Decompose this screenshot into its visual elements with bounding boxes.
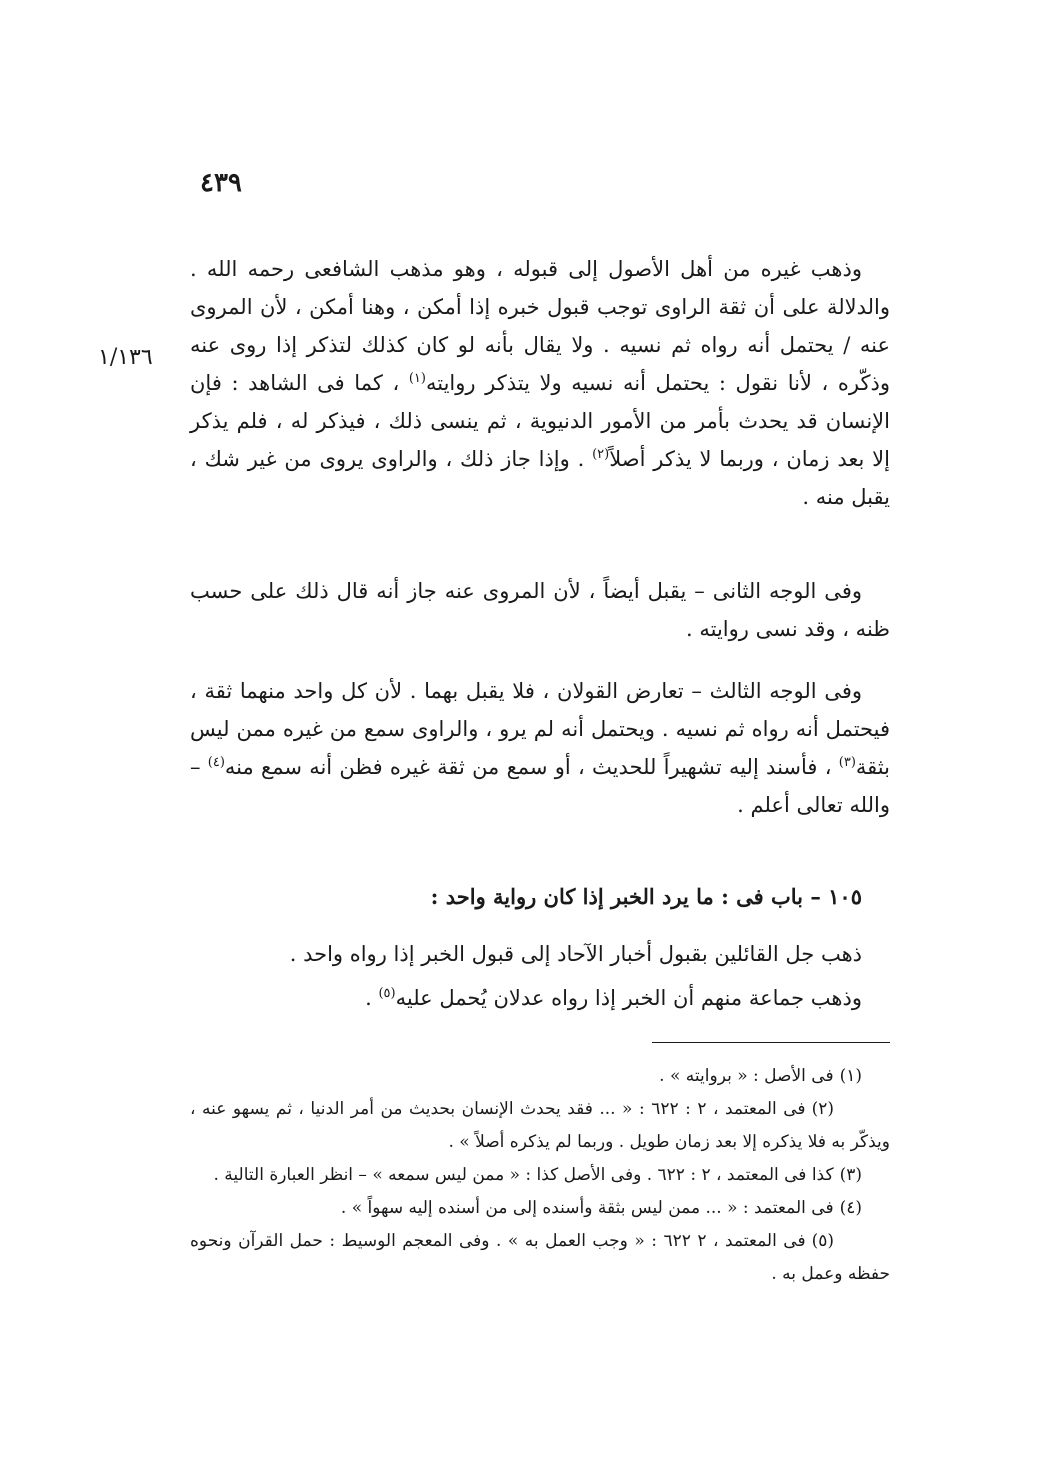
footnote-ref-3[interactable]: (٣): [838, 755, 856, 770]
page-number: ٤٣٩: [200, 168, 242, 198]
footnote-4-number: (٤): [839, 1198, 862, 1218]
footnote-3-text: كذا فى المعتمد ، ٢ : ٦٢٢ . وفى الأصل كذا : « ممن ليس سمعه » – انظر العبارة التالية .: [213, 1165, 834, 1185]
footnote-2-number: (٢): [811, 1099, 834, 1119]
footnote-4: [190, 1192, 890, 1225]
footnote-2-text: فى المعتمد ، ٢ : ٦٢٢ : « ... فقد يحدث الإنسان بحديث من أمر الدنيا ، ثم يسهو عنه ، ويذكّر به فلا يذكره إلا بعد زمان طويل . وربما لم يذكره أصلاً » .: [190, 1099, 890, 1152]
paragraph-1: [190, 250, 890, 516]
paragraph-5: [190, 935, 890, 1017]
margin-reference: ١/١٣٦: [98, 345, 153, 370]
paragraph-2-text: وفى الوجه الثانى – يقبل أيضاً ، لأن المروى عنه جاز أنه قال ذلك على حسب ظنه ، وقد نسى روايته .: [190, 579, 890, 641]
footnote-3-number: (٣): [839, 1165, 862, 1185]
paragraph-1-text-a: وذهب غيره من أهل الأصول إلى قبوله ، وهو مذهب الشافعى رحمه الله . والدلالة على أن ثقة الراوى توجب قبول خبره إذا أمكن ، وهنا أمكن ، لأن المروى عنه / يحتمل أنه رواه ثم نسيه . ولا يقال بأنه لو كان كذلك لتذكر إذا روى عنه وذكّره ، لأنا نقول : يحتمل أنه نسيه ولا يتذكر روايته: [190, 257, 890, 395]
section-heading-text: ١٠٥ – باب فى : ما يرد الخبر إذا كان رواية واحد :: [430, 884, 862, 909]
footnote-ref-2[interactable]: (٢): [592, 447, 610, 462]
footnote-1: [190, 1060, 890, 1093]
paragraph-3-text-c: – والله تعالى أعلم .: [190, 755, 890, 817]
paragraph-5-line-2-end: .: [365, 986, 372, 1010]
paragraph-2: [190, 572, 890, 648]
footnote-4-text: فى المعتمد : « ... ممن ليس بثقة وأسنده إلى من أسنده إليه سهواً » .: [340, 1198, 834, 1218]
footnote-1-number: (١): [839, 1066, 862, 1086]
paragraph-1-text-b: ، كما فى الشاهد : فإن الإنسان قد يحدث بأمر من الأمور الدنيوية ، ثم ينسى ذلك ، فيذكر له ، فلم يذكر إلا بعد زمان ، وربما لا يذكر أصلاً: [190, 371, 890, 471]
section-heading: [190, 878, 890, 916]
footnote-ref-5[interactable]: (٥): [378, 986, 396, 1001]
footnote-ref-4[interactable]: (٤): [207, 755, 225, 770]
footnote-5-number: (٥): [811, 1231, 835, 1251]
footnote-2: [190, 1093, 890, 1159]
footnote-1-text: فى الأصل : « بروايته » .: [659, 1066, 834, 1086]
paragraph-5-line-1: ذهب جل القائلين بقبول أخبار الآحاد إلى قبول الخبر إذا رواه واحد .: [289, 942, 862, 966]
footnote-3: [190, 1159, 890, 1192]
footnotes: [190, 1060, 890, 1291]
footnote-5: [190, 1225, 890, 1291]
footnote-5-text: فى المعتمد ، ٢ ٦٢٢ : « وجب العمل به » . وفى المعجم الوسيط : حمل القرآن ونحوه حفظه وعمل به .: [190, 1231, 890, 1284]
footnote-divider: [652, 1042, 890, 1043]
paragraph-3: [190, 672, 890, 824]
paragraph-3-text-a: وفى الوجه الثالث – تعارض القولان ، فلا يقبل بهما . لأن كل واحد منهما ثقة ، فيحتمل أنه رواه ثم نسيه . ويحتمل أنه لم يرو ، والراوى سمع من غيره ممن ليس بثقة: [190, 679, 890, 779]
footnote-ref-1[interactable]: (١): [408, 371, 426, 386]
paragraph-1-text-c: . وإذا جاز ذلك ، والراوى يروى من غير شك ، يقبل منه .: [190, 447, 890, 509]
paragraph-3-text-b: ، فأسند إليه تشهيراً للحديث ، أو سمع من ثقة غيره فظن أنه سمع منه: [224, 755, 832, 779]
paragraph-5-line-2: وذهب جماعة منهم أن الخبر إذا رواه عدلان يُحمل عليه: [395, 986, 862, 1010]
